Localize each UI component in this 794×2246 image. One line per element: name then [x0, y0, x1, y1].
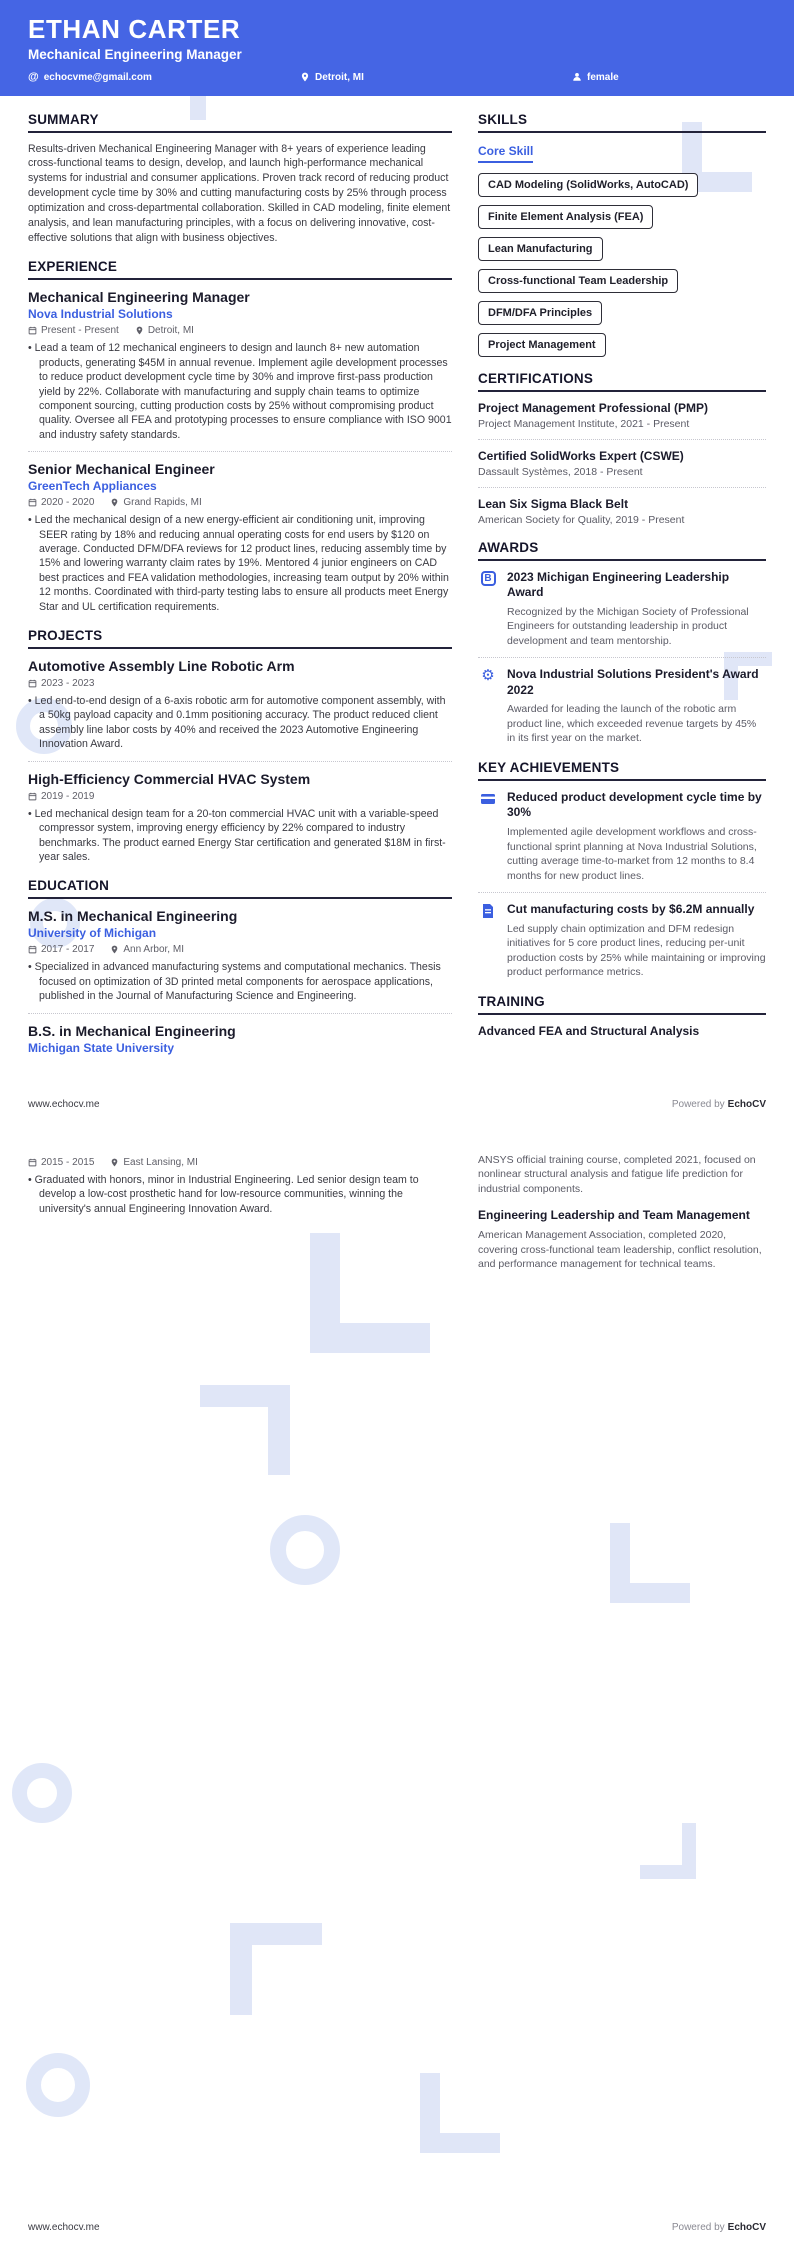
projects-heading: PROJECTS: [28, 628, 452, 649]
contact-gender: [572, 72, 766, 83]
education-meta: [28, 944, 452, 955]
skill-pill: Cross-functional Team Leadership: [478, 269, 678, 293]
school-name: University of Michigan: [28, 926, 157, 941]
calendar-icon: [28, 326, 37, 335]
watermark-l-icon: [610, 1523, 690, 1603]
skills-group-label: Core Skill: [478, 144, 533, 163]
certification-item: [478, 487, 766, 526]
pin-icon: [110, 498, 119, 507]
education-meta: [28, 1157, 452, 1168]
education-dates: [28, 1157, 94, 1168]
project-meta: [28, 791, 452, 802]
school-name: Michigan State University: [28, 1040, 175, 1055]
brand-link[interactable]: EchoCV: [727, 1099, 766, 1110]
achievement-item: [478, 892, 766, 980]
left-column: [28, 1153, 452, 1272]
page-footer: [28, 1099, 766, 1110]
job-company: GreenTech Appliances: [28, 479, 157, 494]
training-heading: TRAINING: [478, 994, 766, 1015]
training-title: Engineering Leadership and Team Management: [478, 1208, 750, 1223]
job-location-text: Grand Rapids, MI: [123, 497, 202, 509]
project-title: High-Efficiency Commercial HVAC System: [28, 770, 311, 787]
calendar-icon: [28, 792, 37, 801]
section-skills: [478, 112, 766, 357]
contact-email-text: echocvme@gmail.com: [43, 71, 152, 83]
achievement-title: Cut manufacturing costs by $6.2M annually: [507, 902, 755, 916]
pin-icon: [110, 945, 119, 954]
document-edit-icon: [480, 903, 496, 919]
skill-pill: CAD Modeling (SolidWorks, AutoCAD): [478, 173, 698, 197]
job-dates: [28, 497, 94, 508]
project-dates: [28, 791, 94, 802]
contact-row: [28, 72, 766, 83]
pin-icon: [110, 1158, 119, 1167]
watermark-o-icon: [26, 2053, 90, 2117]
job-dates-text: 2020 - 2020: [41, 497, 95, 509]
section-summary: [28, 112, 452, 246]
education-entry: [28, 908, 452, 1003]
section-experience: [28, 259, 452, 614]
project-dates-text: 2019 - 2019: [41, 790, 95, 802]
job-title: Mechanical Engineering Manager: [28, 289, 250, 306]
job-bullets: [28, 341, 452, 442]
job-location: [135, 325, 194, 336]
footer-site-link[interactable]: www.echocv.me: [28, 2222, 100, 2233]
award-description: Awarded for leading the launch of the robotic arm product line, which exceeded revenue targets by 45% in its first year on the market.: [507, 703, 757, 745]
degree-title: M.S. in Mechanical Engineering: [28, 908, 238, 925]
education-entry-continued: [28, 1157, 452, 1216]
right-column: [478, 112, 766, 1069]
certification-issuer: American Society for Quality, 2019 - Present: [478, 513, 685, 526]
page-footer: [28, 2222, 766, 2233]
certification-issuer: Dassault Systèmes, 2018 - Present: [478, 465, 643, 478]
job-location-text: Detroit, MI: [147, 325, 194, 337]
job-bullet: • Lead a team of 12 mechanical engineers to design and launch 8+ new automation products, generating $45M in annual revenue. Implement agile development processes to reduce product development cycle time by 30% and improve first-pass production yield by 22%. Collaborate with manufacturing and supply chain teams to optimize component sourcing, cutting production costs by 25% without compromising product quality. Oversee all FEA and prototyping processes to ensure compliance with ISO 9001 and industry safety standards.: [28, 341, 452, 442]
job-location: [110, 497, 201, 508]
education-bullet: • Graduated with honors, minor in Industrial Engineering. Led senior design team to develop a low-cost prosthetic hand for low-resource communities, winning the university's annual Engineering Innovation Award.: [28, 1173, 452, 1216]
summary-heading: SUMMARY: [28, 112, 452, 133]
watermark-o-icon: [270, 1515, 340, 1585]
training-description: ANSYS official training course, completed 2021, focused on nonlinear structural analysis and fatigue life prediction for industrial components.: [478, 1154, 756, 1195]
person-icon: [572, 72, 582, 82]
project-dates: [28, 678, 94, 689]
watermark-l-icon: [230, 1923, 322, 2015]
education-location: [110, 944, 184, 955]
education-location-text: Ann Arbor, MI: [123, 944, 184, 956]
project-meta: [28, 678, 452, 689]
contact-email[interactable]: [28, 72, 300, 83]
job-dates-text: Present - Present: [41, 325, 119, 337]
job-bullets: [28, 513, 452, 614]
footer-site-link[interactable]: www.echocv.me: [28, 1099, 100, 1110]
job-title: Senior Mechanical Engineer: [28, 461, 215, 478]
job-dates: [28, 325, 119, 336]
badge-b-icon: B: [481, 571, 496, 586]
award-item: [478, 570, 766, 649]
watermark-o-icon: [12, 1763, 72, 1823]
education-heading: EDUCATION: [28, 878, 452, 899]
award-description: Recognized by the Michigan Society of Professional Engineers for outstanding leadership in product development and team mentorship.: [507, 605, 749, 647]
at-sign-icon: @: [28, 70, 39, 83]
calendar-icon: [28, 1158, 37, 1167]
powered-by-label: Powered by: [671, 1099, 725, 1110]
gear-icon: ⚙: [481, 667, 495, 685]
award-title: 2023 Michigan Engineering Leadership Award: [507, 569, 730, 600]
skills-pill-list: [478, 173, 766, 357]
skills-heading: SKILLS: [478, 112, 766, 133]
calendar-icon: [28, 498, 37, 507]
achievement-description: Implemented agile development workflows and cross-functional sprint planning at Nova Industrial Solutions, cutting average time-to-market from 12 months to 8.4 months for new product lines.: [507, 826, 757, 882]
person-job-title: Mechanical Engineering Manager: [28, 46, 242, 62]
education-dates-text: 2017 - 2017: [41, 944, 95, 956]
skill-pill: Project Management: [478, 333, 606, 357]
certification-name: Lean Six Sigma Black Belt: [478, 496, 629, 511]
project-entry: [28, 658, 452, 752]
certification-item: [478, 401, 766, 430]
education-bullets: [28, 1173, 452, 1216]
education-location: [110, 1157, 197, 1168]
pin-icon: [135, 326, 144, 335]
brand-link[interactable]: EchoCV: [727, 2222, 766, 2233]
calendar-icon: [28, 679, 37, 688]
experience-heading: EXPERIENCE: [28, 259, 452, 280]
watermark-l-icon: [640, 1823, 696, 1879]
achievement-title: Reduced product development cycle time by 30%: [507, 789, 762, 820]
project-bullet: • Led end-to-end design of a 6-axis robotic arm for automotive component assembly, with a 50kg payload capacity and 0.1mm positioning accuracy. The product reduced client assembly line labor costs by 40% and received the 2023 Automotive Engineering Innovation Award.: [28, 694, 452, 752]
page-2-content: [0, 1123, 794, 1272]
project-bullets: [28, 694, 452, 752]
skill-pill: Lean Manufacturing: [478, 237, 603, 261]
job-meta: [28, 325, 452, 336]
experience-entry: [28, 289, 452, 442]
certification-name: Certified SolidWorks Expert (CSWE): [478, 448, 684, 463]
achievements-heading: KEY ACHIEVEMENTS: [478, 760, 766, 781]
achievement-description: Led supply chain optimization and DFM redesign initiatives for 5 core product lines, reducing per-unit production costs by 25% while maintaining or improving product performance metrics.: [507, 922, 766, 979]
job-bullet: • Led the mechanical design of a new energy-efficient air conditioning unit, improving SEER rating by 18% and reducing annual operating costs for end users by $120 on average. Conducted DFM/DFA reviews for 12 product lines, reducing assembly time by 15% and lowering warranty claim rates by 19%. Mentored 4 junior engineers on CAD best practices and FEA validation methodologies, increasing team output by 20% within 12 months. Coordinated with third-party testing labs to ensure all products meet Energy Star and UL certification requirements.: [28, 513, 452, 614]
project-entry: [28, 761, 452, 865]
training-item: [478, 1208, 766, 1271]
job-company: Nova Industrial Solutions: [28, 307, 173, 322]
degree-title: B.S. in Mechanical Engineering: [28, 1022, 236, 1039]
training-title: Advanced FEA and Structural Analysis: [478, 1023, 700, 1038]
section-awards: [478, 540, 766, 746]
project-bullets: [28, 807, 452, 865]
award-item: [478, 657, 766, 746]
watermark-l-icon: [200, 1385, 290, 1475]
education-dates-text: 2015 - 2015: [41, 1157, 95, 1168]
section-certifications: [478, 371, 766, 526]
training-description: American Management Association, completed 2020, covering cross-functional team leadership, conflict resolution, and performance management for technical teams.: [478, 1229, 762, 1271]
education-bullets: [28, 960, 452, 1003]
right-column: [478, 1153, 766, 1272]
calendar-icon: [28, 945, 37, 954]
education-dates: [28, 944, 94, 955]
project-title: Automotive Assembly Line Robotic Arm: [28, 658, 295, 675]
page-1-content: [0, 96, 794, 1069]
contact-location-text: Detroit, MI: [315, 71, 364, 83]
person-name: ETHAN CARTER: [28, 14, 241, 44]
achievement-item: [478, 790, 766, 883]
page-2: [0, 1123, 794, 2246]
certification-name: Project Management Professional (PMP): [478, 400, 709, 415]
certifications-heading: CERTIFICATIONS: [478, 371, 766, 392]
contact-location: [300, 72, 572, 83]
section-education: [28, 878, 452, 1054]
project-bullet: • Led mechanical design team for a 20-ton commercial HVAC unit with a variable-speed compressor system, improving energy efficiency by 22% compared to industry benchmarks. The product earned Energy Star certification and generated $18M in first-year sales.: [28, 807, 452, 865]
certification-item: [478, 439, 766, 478]
skill-pill: Finite Element Analysis (FEA): [478, 205, 653, 229]
contact-gender-text: female: [587, 71, 619, 83]
award-title: Nova Industrial Solutions President's Award 2022: [507, 667, 759, 697]
training-item-continued: [478, 1153, 766, 1196]
experience-entry: [28, 451, 452, 614]
powered-by-label: Powered by: [671, 2222, 725, 2233]
card-icon: [480, 791, 496, 807]
training-item: [478, 1024, 766, 1040]
pin-icon: [300, 72, 310, 82]
left-column: [28, 112, 452, 1069]
resume-header: [0, 0, 794, 96]
watermark-l-icon: [420, 2073, 500, 2153]
education-location-text: East Lansing, MI: [123, 1157, 198, 1168]
certification-issuer: Project Management Institute, 2021 - Present: [478, 417, 690, 430]
summary-text: Results-driven Mechanical Engineering Manager with 8+ years of experience leading cross-functional teams to design, develop, and launch high-performance mechanical systems for industrial and consumer applications. Proven track record of reducing product development cycle time by 30% and cutting manufacturing costs by 25% through process optimization and cross-departmental collaboration. Skilled in CAD modeling, finite element analysis, and lean manufacturing principles, with a focus on delivering innovative, cost-effective solutions that align with business objectives.: [28, 142, 451, 244]
education-bullet: • Specialized in advanced manufacturing systems and computational mechanics. Thesis focused on optimization of 3D printed metal components for aerospace applications, published in the Journal of Manufacturing Science and Engineering.: [28, 960, 452, 1003]
awards-heading: AWARDS: [478, 540, 766, 561]
education-entry: [28, 1013, 452, 1055]
skill-pill: DFM/DFA Principles: [478, 301, 602, 325]
section-key-achievements: [478, 760, 766, 980]
section-training: [478, 994, 766, 1040]
job-meta: [28, 497, 452, 508]
section-projects: [28, 628, 452, 864]
project-dates-text: 2023 - 2023: [41, 678, 95, 690]
